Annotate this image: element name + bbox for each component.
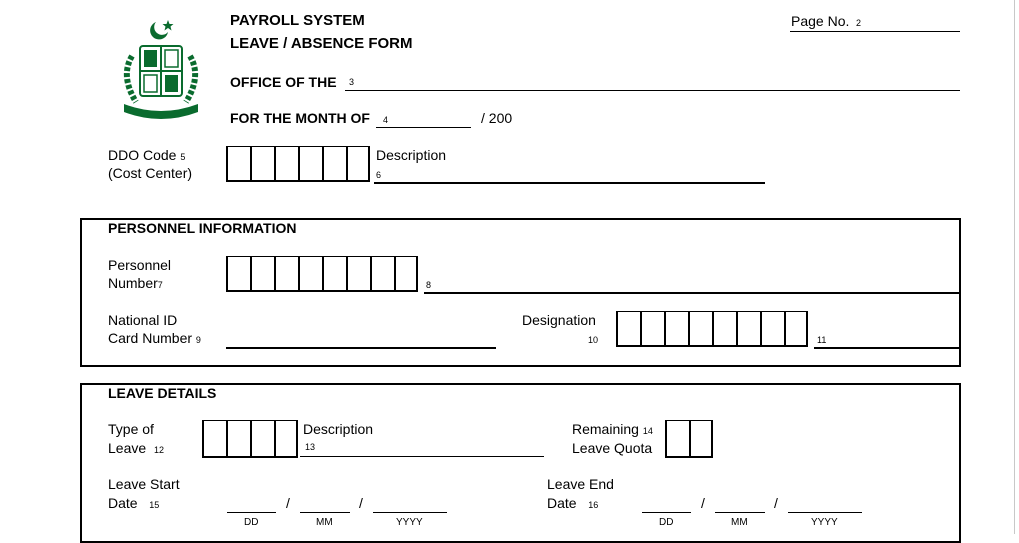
start-date-label-2: Date 15 xyxy=(108,495,160,511)
start-month-field[interactable] xyxy=(300,512,350,513)
end-year-field[interactable] xyxy=(788,512,862,513)
quota-label-2: Leave Quota xyxy=(572,440,653,456)
cost-center-label: (Cost Center) xyxy=(108,165,193,181)
month-label: FOR THE MONTH OF xyxy=(230,110,370,126)
leave-section-title: LEAVE DETAILS xyxy=(108,385,217,401)
office-label: OFFICE OF THE xyxy=(230,74,337,90)
start-yyyy-caption: YYYY xyxy=(396,517,423,528)
personnel-number-label-2: Number7 xyxy=(108,275,163,291)
system-title: PAYROLL SYSTEM xyxy=(230,12,365,29)
ddo-description-field[interactable] xyxy=(374,182,765,184)
quota-boxes[interactable] xyxy=(665,420,713,458)
leave-type-label-2: Leave 12 xyxy=(108,440,164,456)
page-edge xyxy=(1014,0,1015,534)
start-slash-1: / xyxy=(286,495,290,511)
end-slash-1: / xyxy=(701,495,705,511)
form-title: LEAVE / ABSENCE FORM xyxy=(230,35,413,52)
personnel-number-label: Personnel xyxy=(108,257,172,273)
ddo-description-ref: 6 xyxy=(376,170,382,180)
quota-label: Remaining 14 xyxy=(572,421,653,437)
personnel-number-boxes[interactable] xyxy=(226,256,418,292)
month-field[interactable] xyxy=(376,127,471,128)
leave-description-ref: 13 xyxy=(305,442,316,452)
end-month-field[interactable] xyxy=(715,512,765,513)
designation-tail-line xyxy=(814,347,959,349)
personnel-number-tail-line xyxy=(424,292,959,294)
ddo-description-label: Description xyxy=(376,147,447,163)
start-year-field[interactable] xyxy=(373,512,447,513)
end-mm-caption: MM xyxy=(731,517,748,528)
year-prefix: / 200 xyxy=(481,110,513,126)
start-date-label: Leave Start xyxy=(108,476,180,492)
start-mm-caption: MM xyxy=(316,517,333,528)
end-date-label: Leave End xyxy=(547,476,614,492)
personnel-tail-ref: 8 xyxy=(426,280,432,290)
end-day-field[interactable] xyxy=(642,512,691,513)
end-dd-caption: DD xyxy=(659,517,674,528)
leave-description-label: Description xyxy=(303,421,374,437)
end-yyyy-caption: YYYY xyxy=(811,517,838,528)
start-dd-caption: DD xyxy=(244,517,259,528)
office-ref: 3 xyxy=(349,77,355,87)
state-emblem xyxy=(110,16,212,122)
ddo-label: DDO Code 5 xyxy=(108,147,186,163)
leave-type-label: Type of xyxy=(108,421,154,437)
nic-label: National ID xyxy=(108,312,178,328)
page-no-field[interactable] xyxy=(790,31,960,32)
designation-boxes[interactable] xyxy=(616,311,808,347)
month-ref: 4 xyxy=(383,115,389,125)
designation-ref: 10 xyxy=(588,335,599,345)
designation-tail-ref: 11 xyxy=(817,335,827,345)
end-date-label-2: Date 16 xyxy=(547,495,599,511)
nic-field[interactable] xyxy=(226,347,496,349)
office-field[interactable] xyxy=(345,90,960,91)
start-day-field[interactable] xyxy=(227,512,276,513)
leave-description-field[interactable] xyxy=(300,456,544,457)
page-no-ref: 2 xyxy=(856,18,862,28)
ddo-code-boxes[interactable] xyxy=(226,146,370,182)
nic-label-2: Card Number 9 xyxy=(108,330,201,346)
start-slash-2: / xyxy=(359,495,363,511)
leave-type-boxes[interactable] xyxy=(202,420,298,458)
end-slash-2: / xyxy=(774,495,778,511)
personnel-section-title: PERSONNEL INFORMATION xyxy=(108,220,297,236)
designation-label: Designation xyxy=(522,312,596,328)
page-no-label: Page No. xyxy=(791,13,850,29)
